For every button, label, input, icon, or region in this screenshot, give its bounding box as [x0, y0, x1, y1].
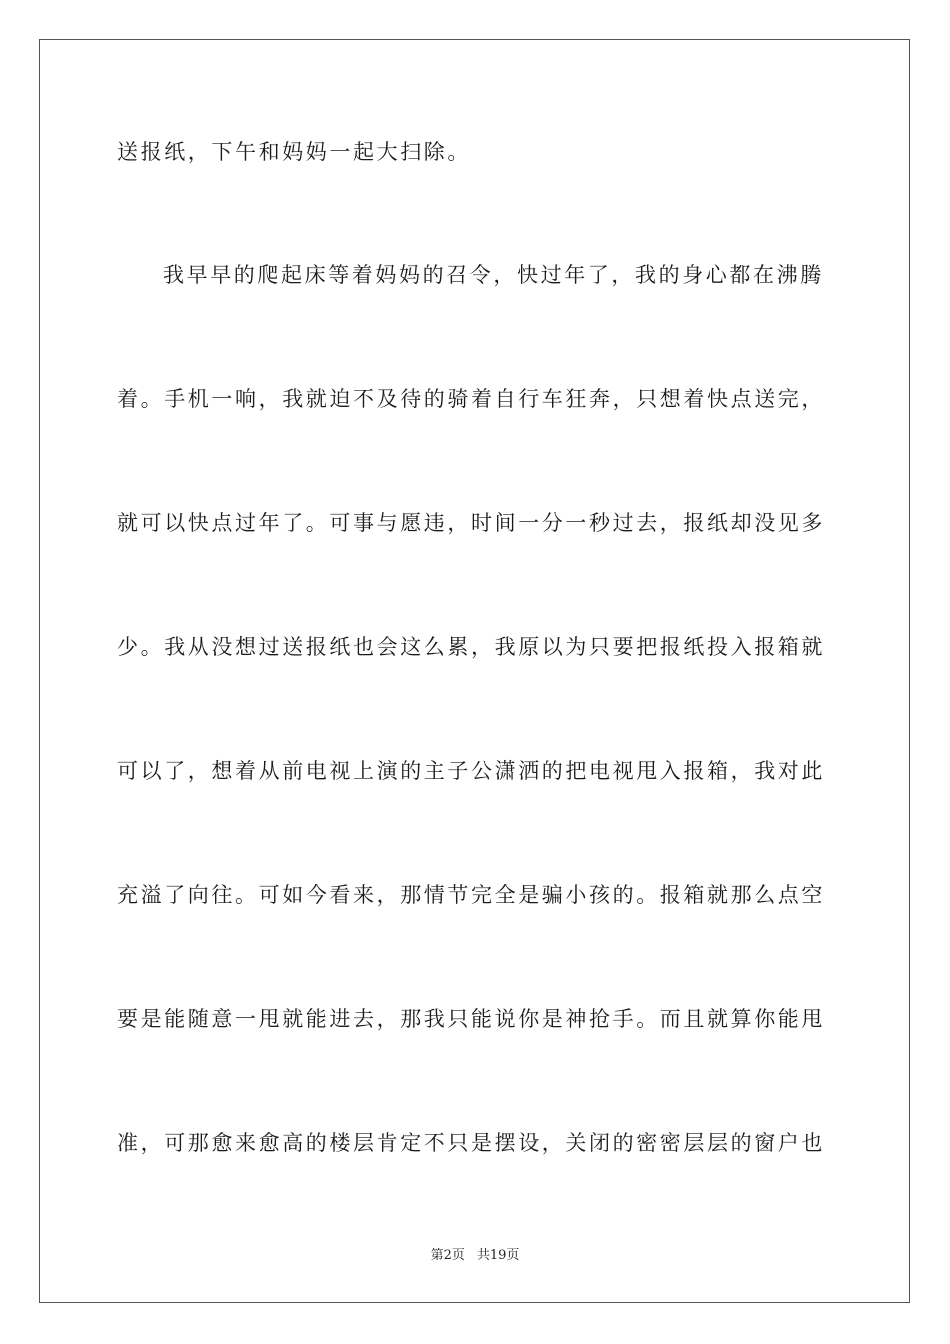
page-number-current: 第2页: [430, 1248, 465, 1263]
text-line-1: 送报纸，下午和妈妈一起大扫除。: [117, 140, 471, 164]
text-line-4: 就可以快点过年了。可事与愿违，时间一分一秒过去，报纸却没见多: [117, 511, 825, 535]
text-line-8: 要是能随意一甩就能进去，那我只能说你是神抢手。而且就算你能甩: [117, 1007, 825, 1031]
text-line-9: 准，可那愈来愈高的楼层肯定不只是摆设，关闭的密密层层的窗户也: [117, 1131, 825, 1155]
text-line-3: 着。手机一响，我就迫不及待的骑着自行车狂奔，只想着快点送完，: [117, 387, 825, 411]
page-footer: [0, 1247, 950, 1265]
page-border: [39, 39, 910, 1303]
text-line-7: 充溢了向往。可如今看来，那情节完全是骗小孩的。报箱就那么点空: [117, 883, 825, 907]
text-line-5: 少。我从没想过送报纸也会这么累，我原以为只要把报纸投入报箱就: [117, 635, 825, 659]
page-number-total: 共19页: [476, 1248, 520, 1263]
text-line-6: 可以了，想着从前电视上演的主子公潇洒的把电视甩入报箱，我对此: [117, 759, 825, 783]
text-line-2: 我早早的爬起床等着妈妈的召令，快过年了，我的身心都在沸腾: [163, 263, 824, 287]
